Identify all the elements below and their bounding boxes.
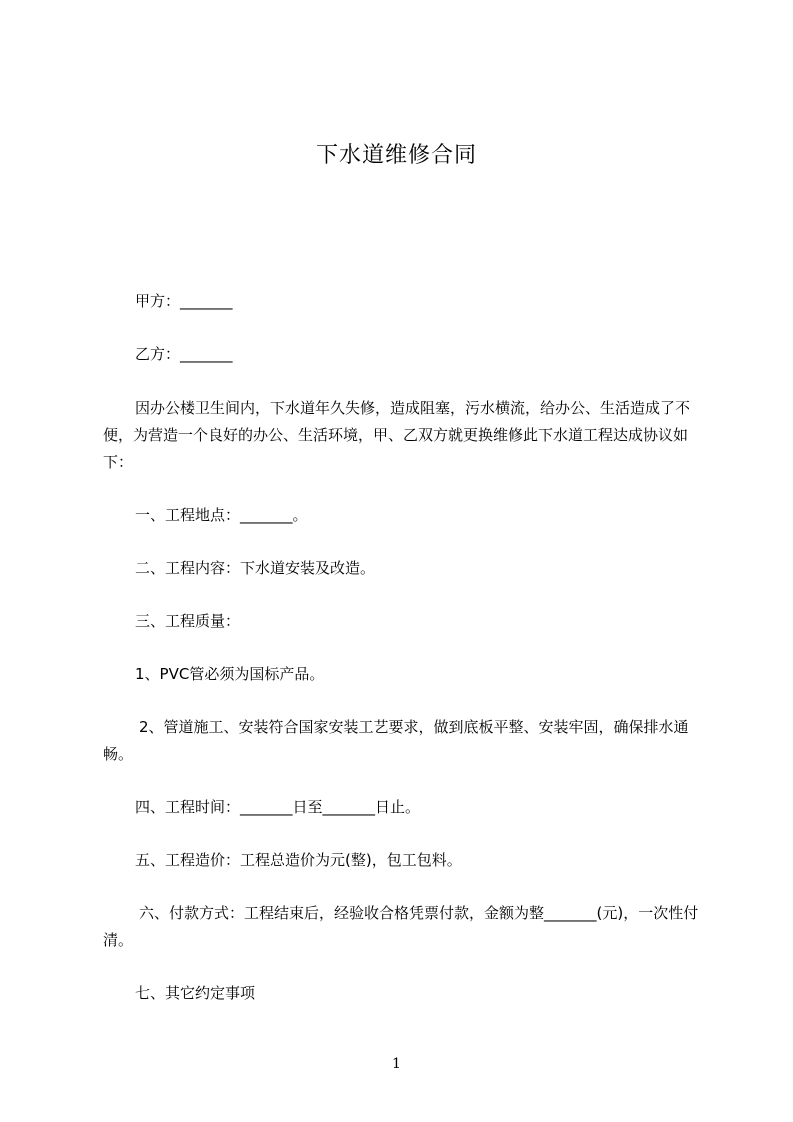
party-a-line: 甲方：_______ bbox=[135, 292, 233, 310]
clause-cost: 五、工程造价：工程总造价为元(整)，包工包料。 bbox=[135, 851, 462, 869]
intro-paragraph: 因办公楼卫生间内，下水道年久失修，造成阻塞，污水横流，给办公、生活造成了不便，为营造一个良好的办公、生活环境，甲、乙双方就更换维修此下水道工程达成协议如下： bbox=[103, 399, 691, 471]
clause-time: 四、工程时间：_______日至_______日止。 bbox=[135, 798, 421, 816]
page-number: 1 bbox=[392, 1056, 401, 1072]
document-title: 下水道维修合同 bbox=[315, 143, 477, 168]
clause-content: 二、工程内容：下水道安装及改造。 bbox=[135, 559, 376, 577]
party-b-line: 乙方：_______ bbox=[135, 345, 233, 363]
clause-payment: 六、付款方式：工程结束后，经验收合格凭票付款，金额为整_______(元)，一次性付清。 bbox=[103, 904, 699, 949]
clause-quality-heading: 三、工程质量： bbox=[135, 612, 241, 630]
clause-other: 七、其它约定事项 bbox=[135, 984, 256, 1002]
quality-item-1: 1、PVC管必须为国标产品。 bbox=[135, 665, 325, 683]
quality-item-2: 2、管道施工、安装符合国家安装工艺要求，做到底板平整、安装牢固，确保排水通畅。 bbox=[103, 718, 689, 763]
clause-location: 一、工程地点：_______。 bbox=[135, 506, 308, 524]
